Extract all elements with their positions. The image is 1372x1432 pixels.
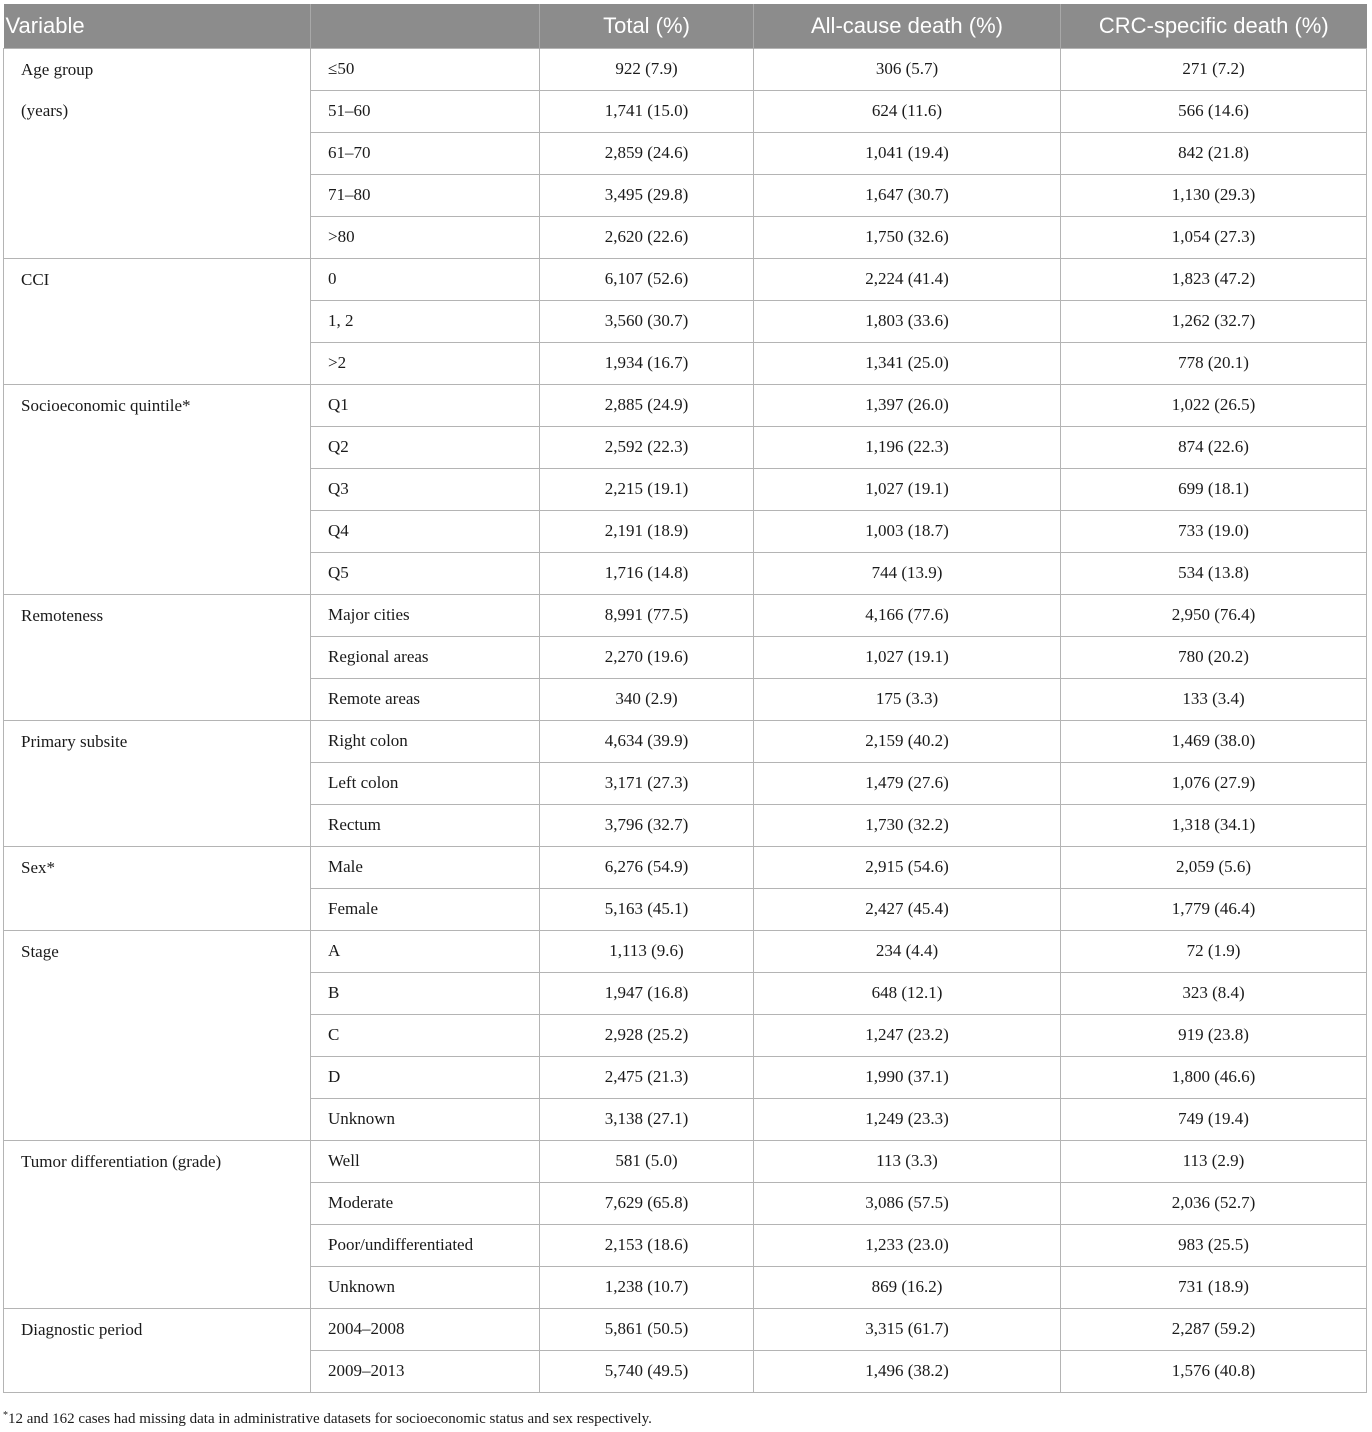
table-row [4, 1308, 1367, 1350]
all-cause-death-cell: 1,397 (26.0) [754, 384, 1061, 426]
footnote-marker: * [3, 1410, 8, 1421]
variable-label: Diagnostic period [21, 1319, 143, 1339]
total-cell: 340 (2.9) [540, 678, 754, 720]
header-category [311, 4, 540, 48]
table-row [4, 846, 1367, 888]
crc-specific-death-cell: 733 (19.0) [1061, 510, 1367, 552]
total-cell: 1,113 (9.6) [540, 930, 754, 972]
header-total: Total (%) [540, 4, 754, 48]
variable-label: Primary subsite [21, 731, 128, 751]
variable-label: Tumor differentiation (grade) [21, 1151, 222, 1171]
category-cell: Rectum [311, 804, 540, 846]
category-cell: Major cities [311, 594, 540, 636]
category-cell: Well [311, 1140, 540, 1182]
variable-label: CCI [21, 269, 50, 289]
variable-cell [4, 48, 311, 258]
variable-label: Socioeconomic quintile* [21, 395, 191, 415]
category-cell: Unknown [311, 1266, 540, 1308]
all-cause-death-cell: 2,427 (45.4) [754, 888, 1061, 930]
table-header [4, 4, 1367, 48]
total-cell: 5,163 (45.1) [540, 888, 754, 930]
crc-specific-death-cell: 1,076 (27.9) [1061, 762, 1367, 804]
all-cause-death-cell: 1,027 (19.1) [754, 468, 1061, 510]
table-row [4, 1140, 1367, 1182]
total-cell: 2,592 (22.3) [540, 426, 754, 468]
header-crc-specific-death: CRC-specific death (%) [1098, 12, 1329, 38]
total-cell: 3,796 (32.7) [540, 804, 754, 846]
category-cell: 51–60 [311, 90, 540, 132]
all-cause-death-cell: 1,750 (32.6) [754, 216, 1061, 258]
all-cause-death-cell: 648 (12.1) [754, 972, 1061, 1014]
category-cell: Male [311, 846, 540, 888]
crc-specific-death-cell: 2,059 (5.6) [1061, 846, 1367, 888]
category-cell: Right colon [311, 720, 540, 762]
crc-specific-death-cell: 1,779 (46.4) [1061, 888, 1367, 930]
all-cause-death-cell: 1,341 (25.0) [754, 342, 1061, 384]
variable-cell [4, 384, 311, 594]
category-cell: >2 [311, 342, 540, 384]
crc-specific-death-cell: 842 (21.8) [1061, 132, 1367, 174]
crc-specific-death-cell: 534 (13.8) [1061, 552, 1367, 594]
all-cause-death-cell: 3,086 (57.5) [754, 1182, 1061, 1224]
variable-cell [4, 594, 311, 720]
category-cell: Poor/undifferentiated [311, 1224, 540, 1266]
all-cause-death-cell: 175 (3.3) [754, 678, 1061, 720]
table-body [4, 48, 1367, 1392]
all-cause-death-cell: 1,027 (19.1) [754, 636, 1061, 678]
all-cause-death-cell: 234 (4.4) [754, 930, 1061, 972]
category-cell: D [311, 1056, 540, 1098]
total-cell: 1,934 (16.7) [540, 342, 754, 384]
crc-specific-death-cell: 699 (18.1) [1061, 468, 1367, 510]
category-cell: B [311, 972, 540, 1014]
category-cell: 0 [311, 258, 540, 300]
total-cell: 5,740 (49.5) [540, 1350, 754, 1392]
total-cell: 3,138 (27.1) [540, 1098, 754, 1140]
total-cell: 1,238 (10.7) [540, 1266, 754, 1308]
all-cause-death-cell: 624 (11.6) [754, 90, 1061, 132]
crc-specific-death-cell: 133 (3.4) [1061, 678, 1367, 720]
crc-specific-death-cell: 323 (8.4) [1061, 972, 1367, 1014]
crc-specific-death-cell: 566 (14.6) [1061, 90, 1367, 132]
crc-specific-death-cell: 778 (20.1) [1061, 342, 1367, 384]
all-cause-death-cell: 1,803 (33.6) [754, 300, 1061, 342]
variable-label: (years) [21, 100, 69, 120]
total-cell: 3,560 (30.7) [540, 300, 754, 342]
header-all-cause-death: All-cause death (%) [754, 4, 1061, 48]
table-row [4, 720, 1367, 762]
total-cell: 2,620 (22.6) [540, 216, 754, 258]
table-row [4, 384, 1367, 426]
crc-specific-death-cell: 1,576 (40.8) [1061, 1350, 1367, 1392]
category-cell: 2004–2008 [311, 1308, 540, 1350]
all-cause-death-cell: 113 (3.3) [754, 1140, 1061, 1182]
header-variable: Variable [4, 4, 311, 48]
total-cell: 3,495 (29.8) [540, 174, 754, 216]
total-cell: 1,741 (15.0) [540, 90, 754, 132]
category-cell: 71–80 [311, 174, 540, 216]
variable-cell [4, 720, 311, 846]
all-cause-death-cell: 1,479 (27.6) [754, 762, 1061, 804]
all-cause-death-cell: 1,233 (23.0) [754, 1224, 1061, 1266]
total-cell: 1,947 (16.8) [540, 972, 754, 1014]
total-cell: 2,475 (21.3) [540, 1056, 754, 1098]
all-cause-death-cell: 2,224 (41.4) [754, 258, 1061, 300]
all-cause-death-cell: 1,730 (32.2) [754, 804, 1061, 846]
category-cell: Remote areas [311, 678, 540, 720]
crc-specific-death-cell: 1,130 (29.3) [1061, 174, 1367, 216]
data-table [3, 4, 1367, 1393]
all-cause-death-cell: 1,990 (37.1) [754, 1056, 1061, 1098]
category-cell: Q5 [311, 552, 540, 594]
category-cell: ≤50 [311, 48, 540, 90]
total-cell: 1,716 (14.8) [540, 552, 754, 594]
category-cell: >80 [311, 216, 540, 258]
crc-specific-death-cell: 72 (1.9) [1061, 930, 1367, 972]
header-row [4, 4, 1367, 48]
all-cause-death-cell: 744 (13.9) [754, 552, 1061, 594]
total-cell: 7,629 (65.8) [540, 1182, 754, 1224]
crc-specific-death-cell: 1,262 (32.7) [1061, 300, 1367, 342]
all-cause-death-cell: 1,196 (22.3) [754, 426, 1061, 468]
category-cell: 1, 2 [311, 300, 540, 342]
crc-specific-death-cell: 731 (18.9) [1061, 1266, 1367, 1308]
crc-specific-death-cell: 749 (19.4) [1061, 1098, 1367, 1140]
table-row [4, 594, 1367, 636]
crc-specific-death-cell: 2,036 (52.7) [1061, 1182, 1367, 1224]
total-cell: 581 (5.0) [540, 1140, 754, 1182]
variable-label: Sex* [21, 857, 55, 877]
category-cell: Q2 [311, 426, 540, 468]
total-cell: 2,153 (18.6) [540, 1224, 754, 1266]
total-cell: 4,634 (39.9) [540, 720, 754, 762]
crc-specific-death-cell: 271 (7.2) [1061, 48, 1367, 90]
crc-specific-death-cell: 1,318 (34.1) [1061, 804, 1367, 846]
crc-specific-death-cell: 1,823 (47.2) [1061, 258, 1367, 300]
total-cell: 5,861 (50.5) [540, 1308, 754, 1350]
all-cause-death-cell: 869 (16.2) [754, 1266, 1061, 1308]
category-cell: Unknown [311, 1098, 540, 1140]
variable-cell [4, 1140, 311, 1308]
category-cell: Left colon [311, 762, 540, 804]
total-cell: 6,276 (54.9) [540, 846, 754, 888]
total-cell: 3,171 (27.3) [540, 762, 754, 804]
crc-specific-death-cell: 2,950 (76.4) [1061, 594, 1367, 636]
category-cell: C [311, 1014, 540, 1056]
all-cause-death-cell: 1,647 (30.7) [754, 174, 1061, 216]
variable-label: Stage [21, 941, 59, 961]
total-cell: 2,215 (19.1) [540, 468, 754, 510]
all-cause-death-cell: 306 (5.7) [754, 48, 1061, 90]
total-cell: 2,885 (24.9) [540, 384, 754, 426]
category-cell: Q3 [311, 468, 540, 510]
category-cell: Q4 [311, 510, 540, 552]
variable-cell [4, 930, 311, 1140]
total-cell: 2,270 (19.6) [540, 636, 754, 678]
variable-cell [4, 1308, 311, 1392]
variable-cell [4, 258, 311, 384]
total-cell: 922 (7.9) [540, 48, 754, 90]
crc-specific-death-cell: 113 (2.9) [1061, 1140, 1367, 1182]
category-cell: 61–70 [311, 132, 540, 174]
total-cell: 8,991 (77.5) [540, 594, 754, 636]
crc-specific-death-cell: 1,469 (38.0) [1061, 720, 1367, 762]
total-cell: 2,928 (25.2) [540, 1014, 754, 1056]
crc-specific-death-cell: 2,287 (59.2) [1061, 1308, 1367, 1350]
table-row [4, 258, 1367, 300]
crc-specific-death-cell: 1,022 (26.5) [1061, 384, 1367, 426]
crc-specific-death-cell: 874 (22.6) [1061, 426, 1367, 468]
table-row [4, 930, 1367, 972]
all-cause-death-cell: 1,003 (18.7) [754, 510, 1061, 552]
footnote [3, 1410, 652, 1428]
category-cell: Moderate [311, 1182, 540, 1224]
category-cell: A [311, 930, 540, 972]
category-cell: Q1 [311, 384, 540, 426]
all-cause-death-cell: 1,041 (19.4) [754, 132, 1061, 174]
variable-label: Remoteness [21, 605, 104, 625]
crc-specific-death-cell: 919 (23.8) [1061, 1014, 1367, 1056]
crc-specific-death-cell: 1,800 (46.6) [1061, 1056, 1367, 1098]
category-cell: Female [311, 888, 540, 930]
crc-specific-death-cell: 780 (20.2) [1061, 636, 1367, 678]
category-cell: Regional areas [311, 636, 540, 678]
all-cause-death-cell: 2,915 (54.6) [754, 846, 1061, 888]
all-cause-death-cell: 2,159 (40.2) [754, 720, 1061, 762]
total-cell: 6,107 (52.6) [540, 258, 754, 300]
category-cell: 2009–2013 [311, 1350, 540, 1392]
table-row [4, 48, 1367, 90]
all-cause-death-cell: 4,166 (77.6) [754, 594, 1061, 636]
total-cell: 2,191 (18.9) [540, 510, 754, 552]
footnote-text: 12 and 162 cases had missing data in administrative datasets for socioeconomic status and sex respectively. [8, 1411, 652, 1427]
all-cause-death-cell: 1,496 (38.2) [754, 1350, 1061, 1392]
crc-specific-death-cell: 983 (25.5) [1061, 1224, 1367, 1266]
total-cell: 2,859 (24.6) [540, 132, 754, 174]
all-cause-death-cell: 1,247 (23.2) [754, 1014, 1061, 1056]
crc-specific-death-cell: 1,054 (27.3) [1061, 216, 1367, 258]
all-cause-death-cell: 3,315 (61.7) [754, 1308, 1061, 1350]
variable-cell [4, 846, 311, 930]
all-cause-death-cell: 1,249 (23.3) [754, 1098, 1061, 1140]
variable-label: Age group [21, 59, 94, 79]
